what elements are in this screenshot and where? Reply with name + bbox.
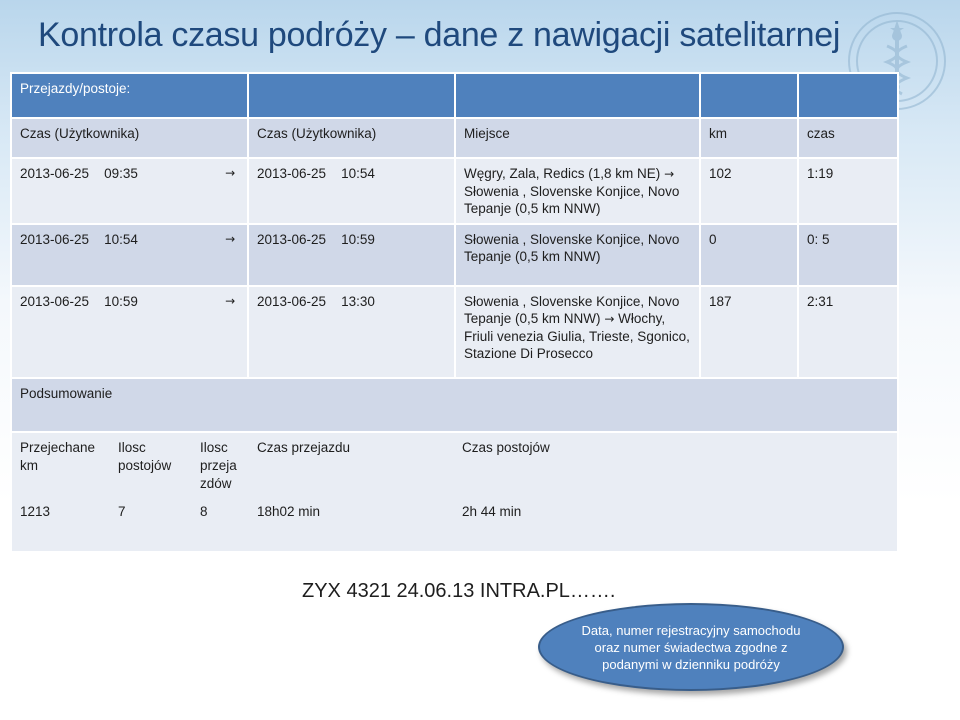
- callout-text: Data, numer rejestracyjny samochodu oraz numer świadectwa zgodne z podanymi w dzienniku podróży: [581, 622, 801, 672]
- section-header-row: [11, 73, 898, 118]
- arrow-right-icon: →: [225, 232, 239, 246]
- summary-value: 18h02 min: [257, 504, 321, 519]
- callout-ellipse: [538, 603, 844, 691]
- summary-header-row: [12, 433, 897, 497]
- km-cell: 187: [700, 286, 798, 378]
- summary-value: 1213: [20, 504, 51, 519]
- summary-label: Podsumowanie: [11, 378, 898, 432]
- summary-value: 2h 44 min: [462, 504, 522, 519]
- column-header-row: [11, 118, 898, 158]
- time-cell: 1:19: [798, 158, 898, 224]
- table-row: [11, 286, 898, 378]
- place-cell: Słowenia , Slovenske Konjice, Novo Tepanje (0,5 km NNW): [455, 224, 700, 286]
- plate-date-certificate-text: ZYX 4321 24.06.13 INTRA.PL…….: [302, 580, 616, 602]
- section-label: Przejazdy/postoje:: [11, 73, 248, 118]
- page-title: Kontrola czasu podróży – dane z nawigacji satelitarnej: [38, 16, 841, 54]
- end-cell: 2013-06-25 10:59: [248, 224, 455, 286]
- table-row: [11, 158, 898, 224]
- place-cell: Węgry, Zala, Redics (1,8 km NE) → Słowenia , Slovenske Konjice, Novo Tepanje (0,5 km NNW): [455, 158, 700, 224]
- arrow-right-icon: →: [604, 312, 615, 326]
- km-cell: 0: [700, 224, 798, 286]
- summary-values-row: [12, 497, 897, 537]
- arrow-right-icon: →: [225, 294, 239, 308]
- column-header: czas: [798, 118, 898, 158]
- summary-header: Ilosc przeja zdów: [200, 440, 237, 491]
- start-cell: 2013-06-25 10:54 →: [11, 224, 248, 286]
- place-cell: Słowenia , Slovenske Konjice, Novo Tepanje (0,5 km NNW) → Włochy, Friuli venezia Giulia, Trieste, Sgonico, Stazione Di Prosecco: [455, 286, 700, 378]
- time-cell: 2:31: [798, 286, 898, 378]
- time-cell: 0: 5: [798, 224, 898, 286]
- column-header: Czas (Użytkownika): [11, 118, 248, 158]
- end-cell: 2013-06-25 13:30: [248, 286, 455, 378]
- end-cell: 2013-06-25 10:54: [248, 158, 455, 224]
- arrow-right-icon: →: [664, 167, 675, 181]
- table-row: [11, 224, 898, 286]
- column-header: Czas (Użytkownika): [248, 118, 455, 158]
- arrow-right-icon: →: [225, 166, 239, 180]
- km-cell: 102: [700, 158, 798, 224]
- column-header: Miejsce: [455, 118, 700, 158]
- start-cell: 2013-06-25 10:59 →: [11, 286, 248, 378]
- trip-table: [10, 72, 899, 553]
- start-cell: 2013-06-25 09:35 →: [11, 158, 248, 224]
- summary-header: Przejechane km: [20, 440, 96, 473]
- summary-header: Czas przejazdu: [257, 440, 351, 455]
- column-header: km: [700, 118, 798, 158]
- summary-label-row: [11, 378, 898, 432]
- summary-value: 8: [200, 504, 208, 519]
- summary-value: 7: [118, 504, 126, 519]
- summary-row: [11, 432, 898, 552]
- summary-header: Ilosc postojów: [118, 440, 172, 473]
- summary-header: Czas postojów: [462, 440, 550, 455]
